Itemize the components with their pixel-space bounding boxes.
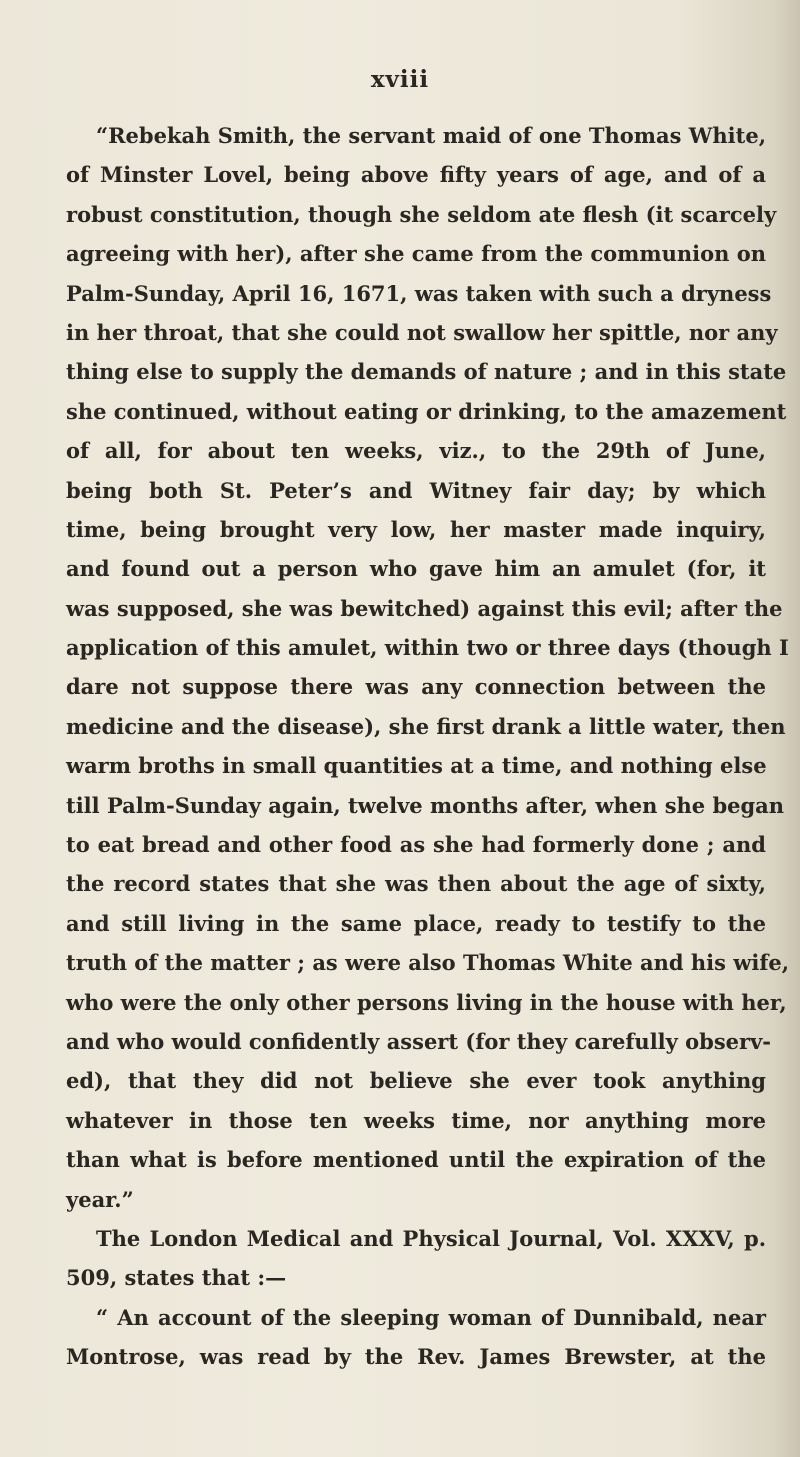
page-number: xviii bbox=[370, 66, 430, 93]
text-line: of all, for about ten weeks, viz., to the 29th of June, bbox=[66, 438, 766, 464]
text-line: medicine and the disease), she first drank a little water, then bbox=[66, 713, 786, 739]
text-line: truth of the matter ; as were also Thomas White and his wife, bbox=[66, 950, 790, 976]
text-line: “Rebekah Smith, the servant maid of one Thomas White, bbox=[96, 123, 766, 148]
text-line: dare not suppose there was any connection between the bbox=[66, 674, 766, 700]
text-line: ed), that they did not believe she ever took anything bbox=[66, 1068, 766, 1094]
text-line: than what is before mentioned until the expiration of the bbox=[66, 1147, 766, 1173]
text-line: Palm-Sunday, April 16, 1671, was taken with such a dryness bbox=[66, 280, 772, 306]
text-line: and found out a person who gave him an amulet (for, it bbox=[66, 556, 766, 582]
text-line: the record states that she was then about the age of sixty, bbox=[66, 871, 766, 897]
text-line: application of this amulet, within two or three days (though I bbox=[66, 635, 789, 661]
text-line: Montrose, was read by the Rev. James Brewster, at the bbox=[66, 1344, 766, 1370]
text-line: to eat bread and other food as she had formerly done ; and bbox=[66, 832, 766, 858]
text-line: being both St. Peter’s and Witney fair day; by which bbox=[66, 477, 766, 503]
text-line: in her throat, that she could not swallow her spittle, nor any bbox=[66, 319, 778, 345]
body-text bbox=[66, 116, 790, 1377]
text-line: was supposed, she was bewitched) against this evil; after the bbox=[66, 595, 783, 621]
text-line: and who would confidently assert (for they carefully observ- bbox=[66, 1028, 772, 1054]
text-line: till Palm-Sunday again, twelve months after, when she began bbox=[66, 792, 785, 818]
text-line: time, being brought very low, her master made inquiry, bbox=[66, 516, 766, 542]
text-line: agreeing with her), after she came from the communion on bbox=[66, 241, 766, 267]
text-line: “ An account of the sleeping woman of Dunnibald, near bbox=[96, 1304, 766, 1330]
text-line: whatever in those ten weeks time, nor anything more bbox=[66, 1107, 766, 1133]
text-line: who were the only other persons living in the house with her, bbox=[66, 989, 787, 1015]
text-line: warm broths in small quantities at a time, and nothing else bbox=[66, 753, 767, 779]
text-line: she continued, without eating or drinking, to the amazement bbox=[66, 398, 787, 424]
text-line: thing else to supply the demands of nature ; and in this state bbox=[66, 359, 787, 385]
text-line: The London Medical and Physical Journal, Vol. XXXV, p. bbox=[96, 1225, 766, 1251]
text-line: and still living in the same place, ready to testify to the bbox=[66, 910, 766, 936]
text-line: year.” bbox=[66, 1186, 134, 1212]
text-line: 509, states that :— bbox=[66, 1265, 287, 1291]
text-line: robust constitution, though she seldom ate flesh (it scarcely bbox=[66, 201, 777, 227]
text-line: of Minster Lovel, being above fifty years of age, and of a bbox=[66, 162, 766, 188]
